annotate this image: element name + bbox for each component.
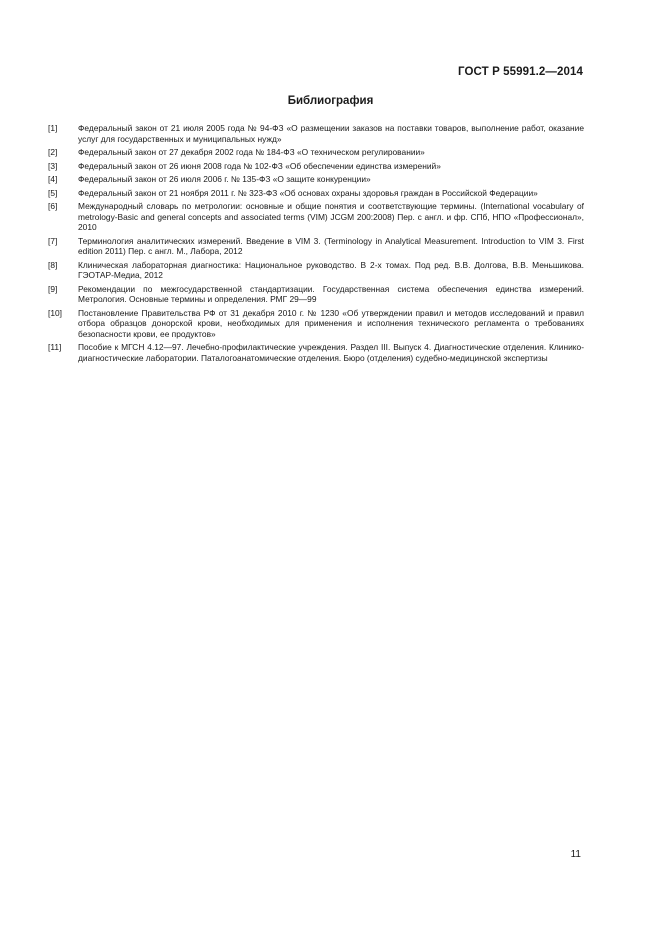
bibliography-item [48, 147, 584, 158]
reference-text: Федеральный закон от 26 июля 2006 г. № 135-ФЗ «О защите конкуренции» [78, 174, 371, 184]
section-title: Библиография [287, 95, 374, 107]
reference-number: [10] [48, 307, 62, 318]
document-code: ГОСТ Р 55991.2—2014 [458, 66, 583, 78]
bibliography-list [48, 123, 584, 366]
reference-text: Федеральный закон от 21 июля 2005 года № 94-ФЗ «О размещении заказов на поставки товаров, выполнение работ, оказание услуг для государственных и муниципальных нужд» [78, 123, 584, 144]
reference-number: [3] [48, 160, 58, 171]
reference-text: Клиническая лабораторная диагностика: Национальное руководство. В 2-х томах. Под ред. В.В. Долгова, В.В. Меньшикова. ГЭОТАР-Медиа, 2012 [78, 259, 584, 280]
bibliography-item [48, 201, 584, 233]
reference-number: [5] [48, 187, 58, 198]
bibliography-item [48, 236, 584, 257]
reference-number: [2] [48, 147, 58, 157]
bibliography-item [48, 174, 584, 185]
page-number: 11 [570, 849, 581, 860]
reference-number: [7] [48, 235, 58, 246]
bibliography-item [48, 188, 584, 199]
bibliography-item [48, 260, 584, 281]
reference-number: [6] [48, 201, 58, 211]
reference-text: Федеральный закон от 21 ноября 2011 г. № 323-ФЗ «Об основах охраны здоровья граждан в Российской Федерации» [78, 187, 538, 198]
reference-text: Рекомендации по межгосударственной стандартизации. Государственная система обеспечения единства измерений. Метрология. Основные термины и определения. РМГ 29—99 [78, 283, 584, 304]
bibliography-item [48, 123, 584, 144]
bibliography-item [48, 161, 584, 172]
reference-text: Постановление Правительства РФ от 31 декабря 2010 г. № 1230 «Об утверждении правил и методов исследований и правил отбора образцов донорской крови, необходимых для применения и исполнения технического регламента о требованиях безопасности крови, ее продуктов» [78, 307, 584, 339]
bibliography-item [48, 284, 584, 305]
reference-number: [4] [48, 174, 58, 184]
reference-text: Федеральный закон от 26 июня 2008 года № 102-ФЗ «Об обеспечении единства измерений» [78, 160, 441, 171]
reference-number: [11] [48, 342, 62, 352]
reference-text: Международный словарь по метрологии: основные и общие понятия и соответствующие термины. (International vocabulary of metrology-Basic and general concepts and associated terms (VIM) JCGM 200:2008) Пер. с англ. и фр. СПб, НПО «Профессионал», 2010 [78, 201, 584, 232]
reference-text: Терминология аналитических измерений. Введение в VIM 3. (Terminology in Analytical Measurement. Introduction to VIM 3. First edition 2011) Пер. с англ. М., Лабора, 2012 [78, 235, 584, 256]
reference-number: [1] [48, 123, 58, 133]
reference-text: Пособие к МГСН 4.12—97. Лечебно-профилактические учреждения. Раздел III. Выпуск 4. Диагностические отделения. Клинико-диагностические лаборатории. Паталогоанатомические отделения. Бюро (отделения) судебно-медицинской экспертизы [78, 342, 584, 363]
reference-number: [9] [48, 283, 58, 294]
reference-text: Федеральный закон от 27 декабря 2002 года № 184-ФЗ «О техническом регулировании» [78, 147, 425, 157]
bibliography-item [48, 308, 584, 340]
bibliography-item [48, 342, 584, 363]
reference-number: [8] [48, 259, 58, 270]
